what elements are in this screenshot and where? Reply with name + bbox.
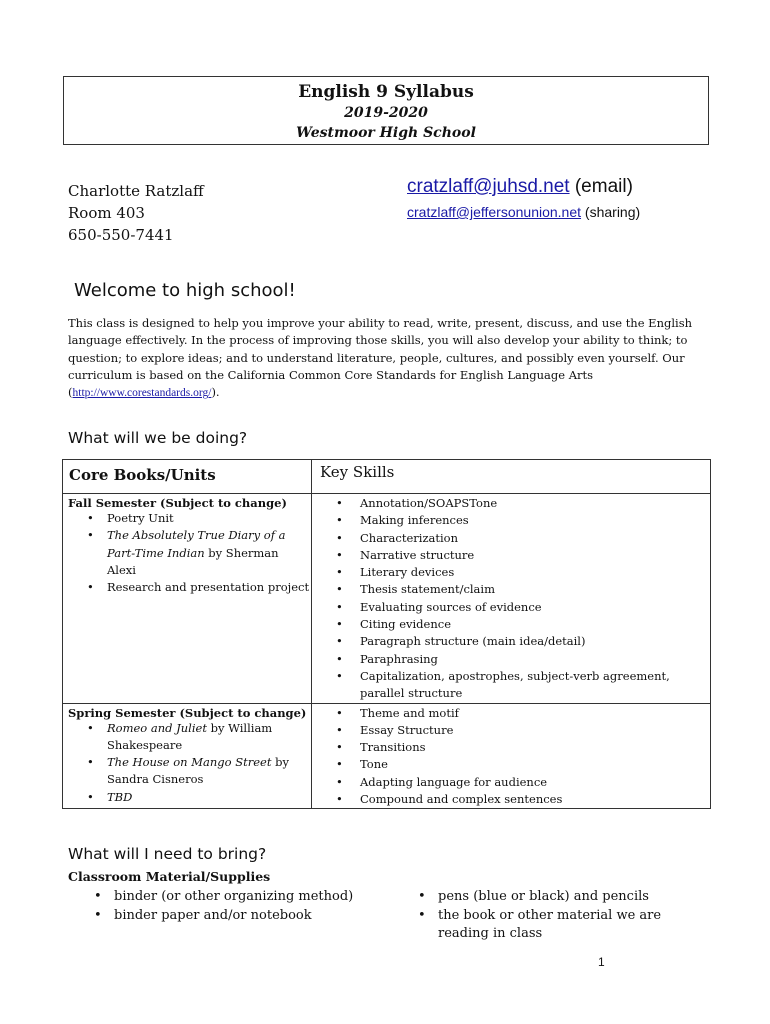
list-item: • Paraphrasing [360, 651, 710, 668]
list-item: • binder paper and/or notebook [114, 907, 390, 926]
spring-books-list [63, 720, 311, 806]
list-item: • Adapting language for audience [360, 774, 710, 791]
spring-books-cell [63, 703, 312, 809]
list-item: • Essay Structure [360, 722, 710, 739]
syllabus-title: English 9 Syllabus [298, 82, 474, 102]
teacher-name: Charlotte Ratzlaff [68, 182, 204, 200]
school-year: 2019-2020 [344, 105, 428, 121]
book-title: The Absolutely True Diary of a Part-Time Indian [107, 528, 286, 560]
book-author: by William Shakespeare [107, 720, 273, 752]
teacher-contact [68, 180, 204, 246]
list-item: • Annotation/SOAPSTone [360, 495, 710, 512]
primary-email-note: (email) [569, 176, 633, 197]
fall-books-cell [63, 494, 312, 704]
list-item [107, 527, 311, 579]
list-item: • Paragraph structure (main idea/detail) [360, 633, 710, 650]
list-item: • Making inferences [360, 512, 710, 529]
table-row-fall [63, 494, 711, 704]
list-item: • Theme and motif [360, 705, 710, 722]
fall-books-list [63, 510, 311, 596]
list-item: • Citing evidence [360, 616, 710, 633]
list-item [107, 720, 311, 755]
bring-heading: What will I need to bring? [68, 845, 267, 863]
spring-skills-cell [312, 703, 711, 809]
page-number: 1 [598, 955, 605, 969]
list-item: • Characterization [360, 530, 710, 547]
table-row-spring [63, 703, 711, 809]
book-title: Romeo and Juliet [107, 720, 207, 735]
list-item: • Tone [360, 756, 710, 773]
list-item: • Capitalization, apostrophes, subject-verb agreement, parallel structure [360, 668, 710, 703]
col-header-skills: Key Skills [312, 460, 711, 494]
table-header-row [63, 460, 711, 494]
list-item: • Poetry Unit [107, 510, 311, 527]
curriculum-table [62, 459, 711, 809]
supplies-left-column [70, 888, 390, 925]
welcome-heading: Welcome to high school! [74, 280, 296, 301]
col-header-books: Core Books/Units [63, 460, 312, 494]
list-item: • the book or other material we are reading in class [438, 907, 694, 944]
list-item [107, 789, 311, 806]
list-item: • pens (blue or black) and pencils [438, 888, 694, 907]
intro-text: This class is designed to help you improve your ability to read, write, present, discuss, and use the English language effectively. In the process of improving those skills, you will also develop your ability to think; to question; to explore ideas; and to understand literature, people, cultures, and possibly even yourself. Our curriculum is based on the California Common Core Standards for English Language Arts ( [68, 316, 693, 400]
list-item: • binder (or other organizing method) [114, 888, 390, 907]
sharing-email-note: (sharing) [581, 204, 641, 220]
title-box [63, 76, 709, 145]
book-author: by Sandra Cisneros [107, 755, 289, 787]
book-title: TBD [107, 789, 133, 804]
spring-skills-list [312, 705, 710, 809]
list-item: • Evaluating sources of evidence [360, 599, 710, 616]
intro-text-end: ). [211, 385, 220, 400]
teacher-room: Room 403 [68, 204, 145, 222]
list-item: • Narrative structure [360, 547, 710, 564]
corestandards-link[interactable]: http://www.corestandards.org/ [72, 387, 212, 400]
sharing-email-link[interactable]: cratzlaff@jeffersonunion.net [407, 204, 582, 220]
primary-email-link[interactable]: cratzlaff@juhsd.net [407, 176, 570, 197]
spring-semester-title: Spring Semester (Subject to change) [68, 705, 307, 720]
supplies-subheading: Classroom Material/Supplies [68, 869, 271, 884]
list-item: • Transitions [360, 739, 710, 756]
book-title: The House on Mango Street [107, 755, 272, 770]
fall-skills-list [312, 495, 710, 703]
intro-paragraph [68, 315, 708, 402]
primary-email-line [407, 176, 633, 198]
list-item: • Compound and complex sentences [360, 791, 710, 808]
supplies-list-right [394, 888, 694, 944]
sharing-email-line [407, 204, 640, 220]
book-author: by Sherman Alexi [107, 545, 279, 577]
list-item: • Research and presentation project [107, 579, 311, 596]
supplies-right-column [394, 888, 694, 944]
school-name: Westmoor High School [296, 125, 476, 141]
fall-semester-title: Fall Semester (Subject to change) [68, 496, 287, 510]
fall-skills-cell [312, 494, 711, 704]
supplies-list-left [70, 888, 390, 925]
list-item: • Literary devices [360, 564, 710, 581]
list-item: • Thesis statement/claim [360, 581, 710, 598]
list-item [107, 754, 311, 789]
doing-heading: What will we be doing? [68, 429, 248, 447]
teacher-phone: 650-550-7441 [68, 226, 174, 244]
